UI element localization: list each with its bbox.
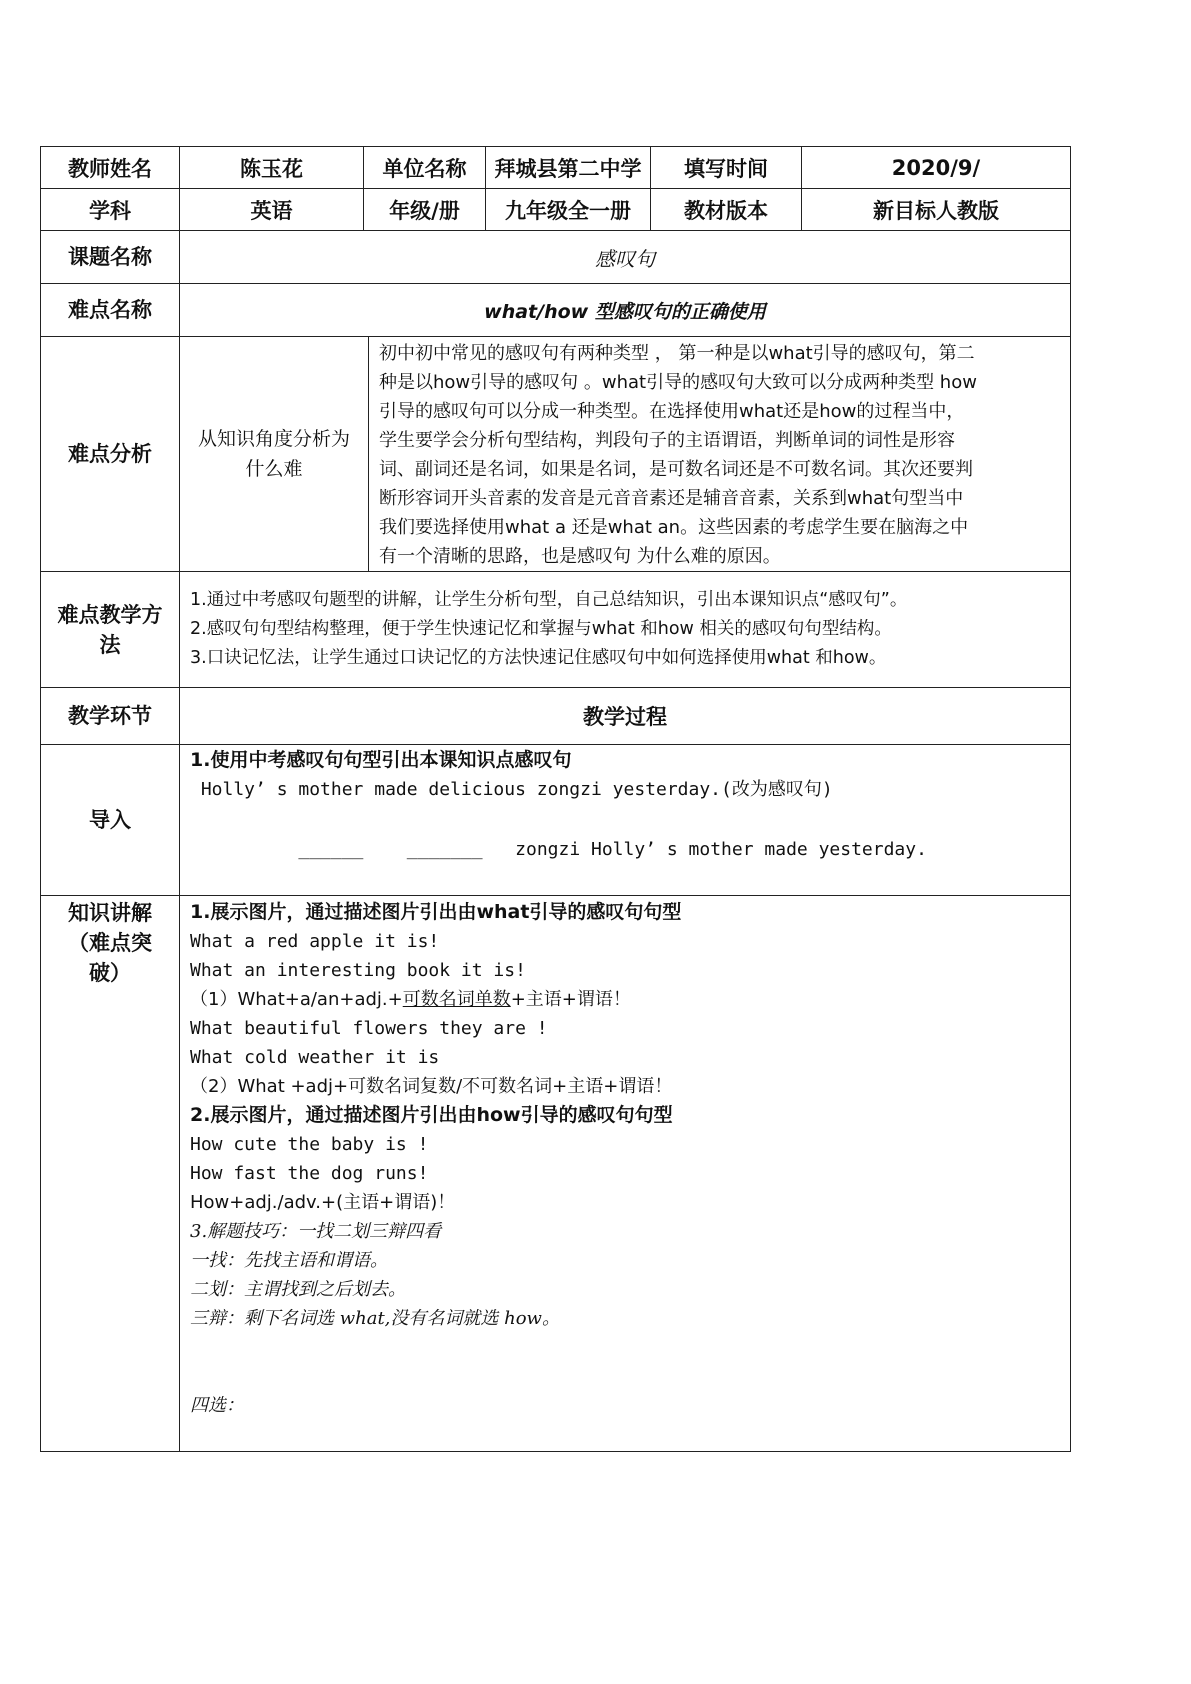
method-line: 2.感叹句句型结构整理，便于学生快速记忆和掌握与what 和how 相关的感叹句句型结构。 bbox=[190, 619, 892, 639]
topic-value: 感叹句 bbox=[180, 231, 1071, 284]
grade-value: 九年级全一册 bbox=[486, 189, 651, 231]
analysis-line: 我们要选择使用what a 还是what an。这些因素的考虑学生要在脑海之中 bbox=[379, 517, 969, 538]
tip-heading: 3.解题技巧：一找二划三辩四看 bbox=[190, 1221, 442, 1242]
tip-step-2: 二划：主谓找到之后划去。 bbox=[190, 1279, 406, 1300]
topic-row bbox=[41, 231, 1071, 284]
difficulty-row bbox=[41, 284, 1071, 337]
intro-content bbox=[180, 745, 1071, 896]
date-value: 2020/9/ bbox=[802, 147, 1071, 189]
analysis-line: 断形容词开头音素的发音是元音音素还是辅音音素，关系到what句型当中 bbox=[379, 488, 964, 509]
rule-1 bbox=[190, 985, 1064, 1014]
date-label: 填写时间 bbox=[651, 147, 802, 189]
method-label bbox=[41, 572, 180, 688]
analysis-line: 学生要学会分析句型结构，判段句子的主语谓语，判断单词的词性是形容 bbox=[379, 430, 955, 451]
analysis-label: 难点分析 bbox=[41, 337, 180, 572]
method-label-line1: 难点教学方 bbox=[57, 602, 163, 627]
header-row-1 bbox=[41, 147, 1071, 189]
intro-line-2-text: zongzi Holly’ s mother made yesterday. bbox=[515, 839, 927, 860]
difficulty-label: 难点名称 bbox=[41, 284, 180, 337]
tip-step-3: 三辩：剩下名词选 what,没有名词就选 how。 bbox=[190, 1308, 560, 1329]
edition-value: 新目标人教版 bbox=[802, 189, 1071, 231]
analysis-row bbox=[41, 337, 1071, 572]
method-line: 3.口诀记忆法，让学生通过口诀记忆的方法快速记住感叹句中如何选择使用what 和how。 bbox=[190, 648, 887, 668]
method-line: 1.通过中考感叹句题型的讲解，让学生分析句型，自己总结知识，引出本课知识点“感叹句”。 bbox=[190, 590, 908, 610]
knowledge-label-line3: 破） bbox=[89, 961, 131, 985]
intro-row bbox=[41, 745, 1071, 896]
analysis-line: 词、副词还是名词，如果是名词，是可数名词还是不可数名词。其次还要判 bbox=[379, 459, 973, 480]
knowledge-label bbox=[41, 896, 180, 1452]
grade-label: 年级/册 bbox=[364, 189, 486, 231]
teacher-label: 教师姓名 bbox=[41, 147, 180, 189]
process-value: 教学过程 bbox=[180, 688, 1071, 745]
edition-label: 教材版本 bbox=[651, 189, 802, 231]
subject-label: 学科 bbox=[41, 189, 180, 231]
knowledge-heading-2: 2.展示图片，通过描述图片引出由how引导的感叹句句型 bbox=[190, 1104, 673, 1126]
rule-1-prefix: （1）What+a/an+adj.+ bbox=[190, 989, 403, 1010]
tip-step-1: 一找：先找主语和谓语。 bbox=[190, 1250, 388, 1271]
method-row bbox=[41, 572, 1071, 688]
rule-1-suffix: +主语+谓语！ bbox=[510, 989, 631, 1010]
analysis-text bbox=[369, 337, 1071, 572]
difficulty-value: what/how 型感叹句的正确使用 bbox=[180, 284, 1071, 337]
rule-2: （2）What +adj+可数名词复数/不可数名词+主语+谓语！ bbox=[190, 1076, 673, 1097]
intro-label: 导入 bbox=[41, 745, 180, 896]
analysis-sub-label-line1: 从知识角度分析为 bbox=[197, 428, 350, 450]
intro-line-1: Holly’ s mother made delicious zongzi yesterday.(改为感叹句) bbox=[190, 779, 833, 800]
analysis-line: 种是以how引导的感叹句 。what引导的感叹句大致可以分成两种类型 how bbox=[379, 372, 977, 393]
method-text bbox=[180, 572, 1071, 688]
knowledge-heading-1: 1.展示图片，通过描述图片引出由what引导的感叹句句型 bbox=[190, 901, 682, 923]
rule-3: How+adj./adv.+(主语+谓语)！ bbox=[190, 1192, 456, 1213]
analysis-line: 有一个清晰的思路，也是感叹句 为什么难的原因。 bbox=[379, 546, 781, 567]
knowledge-content bbox=[180, 896, 1071, 1452]
intro-blank-2: _______ bbox=[406, 839, 483, 860]
knowledge-row bbox=[41, 896, 1071, 1452]
method-label-line2: 法 bbox=[99, 632, 121, 657]
example-sentence: What beautiful flowers they are ! bbox=[190, 1018, 548, 1039]
rule-1-underlined: 可数名词单数 bbox=[402, 989, 511, 1010]
example-sentence: What a red apple it is! bbox=[190, 931, 440, 952]
example-sentence: How fast the dog runs! bbox=[190, 1163, 429, 1184]
analysis-line: 引导的感叹句可以分成一种类型。在选择使用what还是how的过程当中， bbox=[379, 401, 965, 422]
process-label: 教学环节 bbox=[41, 688, 180, 745]
knowledge-label-line2: （难点突 bbox=[68, 931, 152, 955]
header-table bbox=[40, 146, 1071, 231]
analysis-sub-label-line2: 什么难 bbox=[245, 458, 303, 480]
example-sentence: How cute the baby is ! bbox=[190, 1134, 429, 1155]
analysis-sub-label bbox=[180, 337, 369, 572]
intro-heading: 1.使用中考感叹句句型引出本课知识点感叹句 bbox=[190, 749, 572, 771]
main-table bbox=[40, 230, 1071, 1452]
analysis-line: 初中初中常见的感叹句有两种类型 ， 第一种是以what引导的感叹句，第二 bbox=[379, 343, 975, 364]
topic-label: 课题名称 bbox=[41, 231, 180, 284]
intro-blank-1: ______ bbox=[298, 839, 364, 860]
example-sentence: What an interesting book it is! bbox=[190, 960, 526, 981]
example-sentence: What cold weather it is bbox=[190, 1047, 440, 1068]
subject-value: 英语 bbox=[180, 189, 364, 231]
unit-value: 拜城县第二中学 bbox=[486, 147, 651, 189]
tip-step-4: 四选： bbox=[190, 1395, 244, 1416]
knowledge-label-line1: 知识讲解 bbox=[68, 901, 152, 925]
teacher-value: 陈玉花 bbox=[180, 147, 364, 189]
unit-label: 单位名称 bbox=[364, 147, 486, 189]
header-row-2 bbox=[41, 189, 1071, 231]
intro-line-2 bbox=[190, 805, 1064, 895]
process-header-row bbox=[41, 688, 1071, 745]
